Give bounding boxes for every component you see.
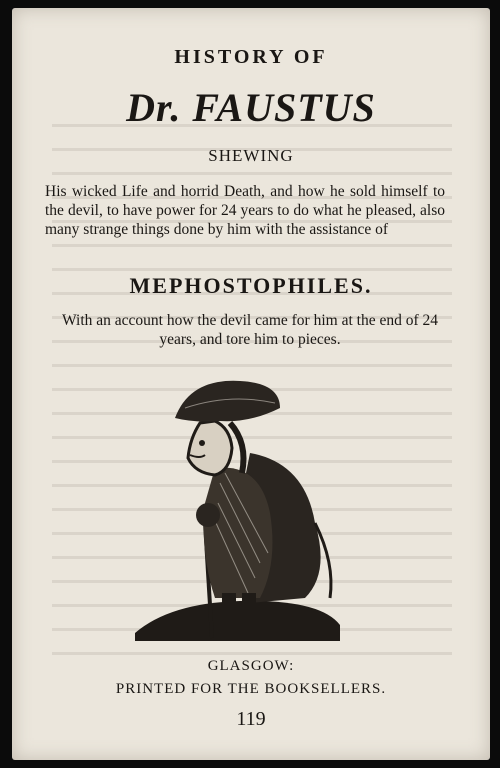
title-line-2: Dr. FAUSTUS: [126, 85, 376, 130]
shewing-heading: SHEWING: [208, 146, 294, 165]
imprint-printer: PRINTED FOR THE BOOKSELLERS.: [115, 681, 387, 697]
title-line-1: HISTORY OF: [174, 46, 328, 68]
page-number: 119: [236, 708, 266, 730]
account-paragraph: With an account how the devil came for him at the end of 24 years, and tore him to pieces.: [62, 312, 438, 348]
chapbook-page: [12, 8, 490, 760]
description-paragraph: His wicked Life and horrid Death, and how he sold himself to the devil, to have power for 24 years to do what he pleased, also many strange things done by him with the assistance of: [45, 183, 445, 238]
mephostophiles-heading: MEPHOSTOPHILES.: [129, 273, 373, 298]
imprint-city: GLASGOW:: [207, 658, 295, 674]
woodcut-figure-icon: [130, 363, 370, 648]
